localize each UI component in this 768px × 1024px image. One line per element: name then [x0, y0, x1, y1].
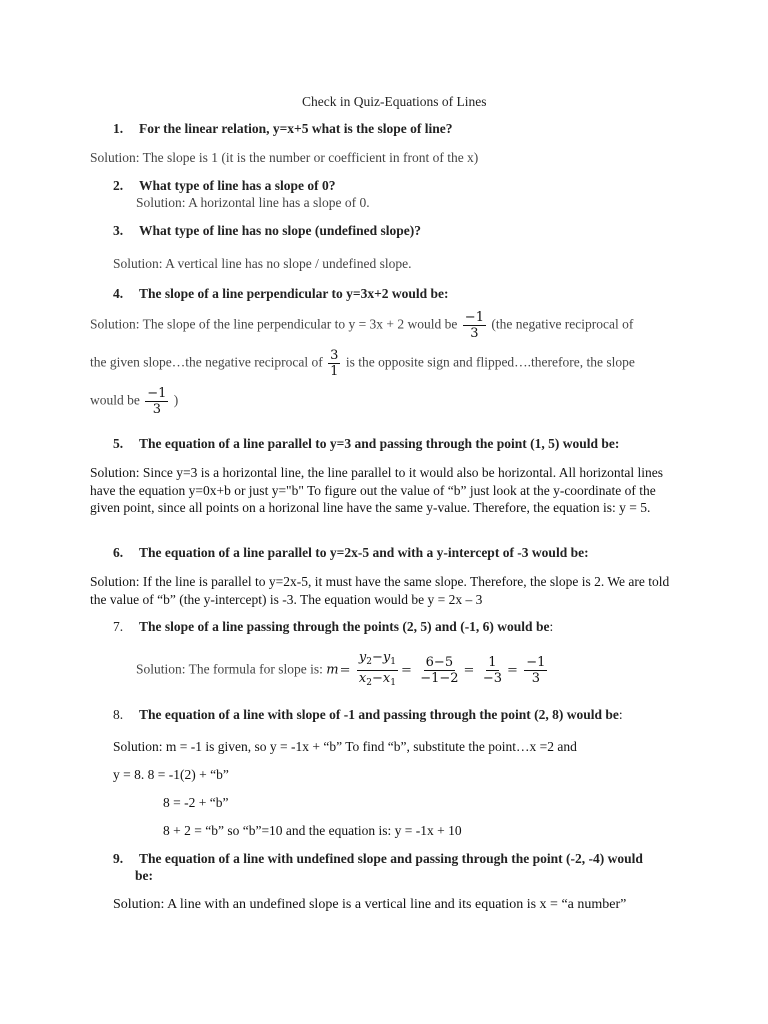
- equals-sign: =: [507, 662, 518, 678]
- solution-1: Solution: The slope is 1 (it is the number or coefficient in front of the x): [90, 150, 479, 165]
- question-9: [113, 851, 643, 867]
- fraction-denominator: −1−2: [420, 671, 459, 686]
- question-number: 9.: [113, 851, 124, 866]
- fraction-denominator: 1: [330, 364, 339, 379]
- equals-sign: =: [463, 662, 475, 678]
- solution-2: Solution: A horizontal line has a slope of 0.: [136, 195, 370, 210]
- question-text: The equation of a line parallel to y=2x-5 and with a y-intercept of -3 would be:: [139, 545, 589, 560]
- question-colon: :: [549, 619, 554, 634]
- question-9-continued: be:: [135, 868, 153, 883]
- simplified-fraction: [481, 655, 504, 686]
- question-text: What type of line has no slope (undefined slope)?: [139, 223, 422, 238]
- subscript: 1: [390, 657, 396, 667]
- solution-text: the given slope…the negative reciprocal of: [90, 354, 323, 370]
- solution-9: Solution: A line with an undefined slope is a vertical line and its equation is x = “a number”: [113, 897, 627, 912]
- solution-8-line-4: 8 + 2 = “b” so “b”=10 and the equation is: y = -1x + 10: [163, 823, 462, 838]
- slope-variable: m: [326, 662, 339, 678]
- question-2: [113, 178, 336, 194]
- solution-4-line-2: [90, 348, 635, 379]
- solution-6: Solution: If the line is parallel to y=2x-5, it must have the same slope. Therefore, the slope is 2. We are told the value of “b” (the y-intercept) is -3. The equation would be y = 2x – 3: [90, 574, 670, 607]
- solution-4-line-3: [90, 386, 178, 417]
- subscript: 1: [390, 678, 396, 688]
- fraction-negative-one-third: [145, 386, 168, 417]
- question-text: The slope of a line perpendicular to y=3x+2 would be:: [139, 286, 449, 301]
- var-x: x: [358, 671, 367, 686]
- fraction-three-over-one: [328, 348, 340, 379]
- solution-text: Solution: The formula for slope is:: [136, 661, 323, 677]
- solution-5: Solution: Since y=3 is a horizontal line, the line parallel to it would also be horizontal. All horizontal lines have the equation y=0x+b or just y="b" To figure out the value of “b” just look at the y-coordinate of the given point, since all points on a horizonal line have the same y-value. Therefore, the equation is: y = 5.: [90, 465, 664, 515]
- solution-4-line-1: [90, 310, 633, 341]
- solution-text: Solution: The slope of the line perpendicular to y = 3x + 2 would be: [90, 316, 458, 332]
- final-fraction: [524, 655, 547, 686]
- question-text: For the linear relation, y=x+5 what is the slope of line?: [139, 121, 453, 136]
- fraction-negative-one-third: [463, 310, 486, 341]
- solution-text: would be: [90, 392, 140, 408]
- solution-text: ): [173, 392, 179, 408]
- subscript: 2: [366, 657, 372, 667]
- question-text: The equation of a line with undefined slope and passing through the point (-2, -4) would: [139, 851, 643, 866]
- var-y: y: [382, 650, 391, 665]
- question-number: 2.: [113, 178, 124, 193]
- fraction-denominator: −3: [482, 671, 502, 686]
- fraction-numerator: −1: [526, 655, 546, 670]
- solution-8-line-1: Solution: m = -1 is given, so y = -1x + “b” To find “b”, substitute the point…x =2 and: [113, 739, 577, 754]
- question-text: The equation of a line with slope of -1 and passing through the point (2, 8) would be: [139, 707, 619, 722]
- question-number: 8.: [113, 707, 124, 722]
- question-number: 3.: [113, 223, 124, 238]
- solution-text: is the opposite sign and flipped….therefore, the slope: [345, 354, 635, 370]
- fraction-numerator: 6−5: [425, 655, 454, 670]
- solution-3: Solution: A vertical line has no slope / undefined slope.: [113, 256, 412, 271]
- question-7: [113, 619, 553, 635]
- fraction-numerator: 1: [488, 655, 497, 670]
- solution-7: [136, 650, 549, 691]
- solution-8-line-3: 8 = -2 + “b”: [163, 795, 229, 810]
- question-4: [113, 286, 449, 302]
- solution-text: (the negative reciprocal of: [491, 316, 634, 332]
- question-text: What type of line has a slope of 0?: [139, 178, 336, 193]
- question-8: [113, 707, 623, 723]
- question-text: The equation of a line parallel to y=3 and passing through the point (1, 5) would be:: [139, 436, 620, 451]
- fraction-denominator: [357, 671, 398, 691]
- question-number: 7.: [113, 619, 124, 634]
- fraction-numerator: 3: [330, 348, 339, 363]
- minus: −: [371, 671, 383, 686]
- fraction-denominator: 3: [152, 402, 161, 417]
- fraction-numerator: [357, 650, 398, 671]
- question-1: [113, 121, 453, 137]
- equals-sign: =: [339, 662, 351, 678]
- solution-8-line-2: y = 8. 8 = -1(2) + “b”: [113, 767, 229, 782]
- question-text: The slope of a line passing through the points (2, 5) and (-1, 6) would be: [139, 619, 550, 634]
- fraction-numerator: −1: [147, 386, 167, 401]
- var-y: y: [358, 650, 367, 665]
- equals-sign: =: [400, 662, 412, 678]
- page-title: Check in Quiz-Equations of Lines: [302, 94, 487, 109]
- question-number: 1.: [113, 121, 124, 136]
- minus: −: [371, 650, 383, 665]
- question-6: [113, 545, 589, 561]
- fraction-numerator: −1: [464, 310, 484, 325]
- question-3: [113, 223, 421, 239]
- var-x: x: [382, 671, 391, 686]
- fraction-denominator: 3: [531, 671, 540, 686]
- fraction-denominator: 3: [470, 326, 479, 341]
- slope-formula-fraction: [357, 650, 398, 691]
- question-5: [113, 436, 619, 452]
- subscript: 2: [366, 678, 372, 688]
- question-number: 5.: [113, 436, 124, 451]
- question-number: 4.: [113, 286, 124, 301]
- question-colon: :: [618, 707, 623, 722]
- substituted-fraction: [418, 655, 460, 686]
- question-number: 6.: [113, 545, 124, 560]
